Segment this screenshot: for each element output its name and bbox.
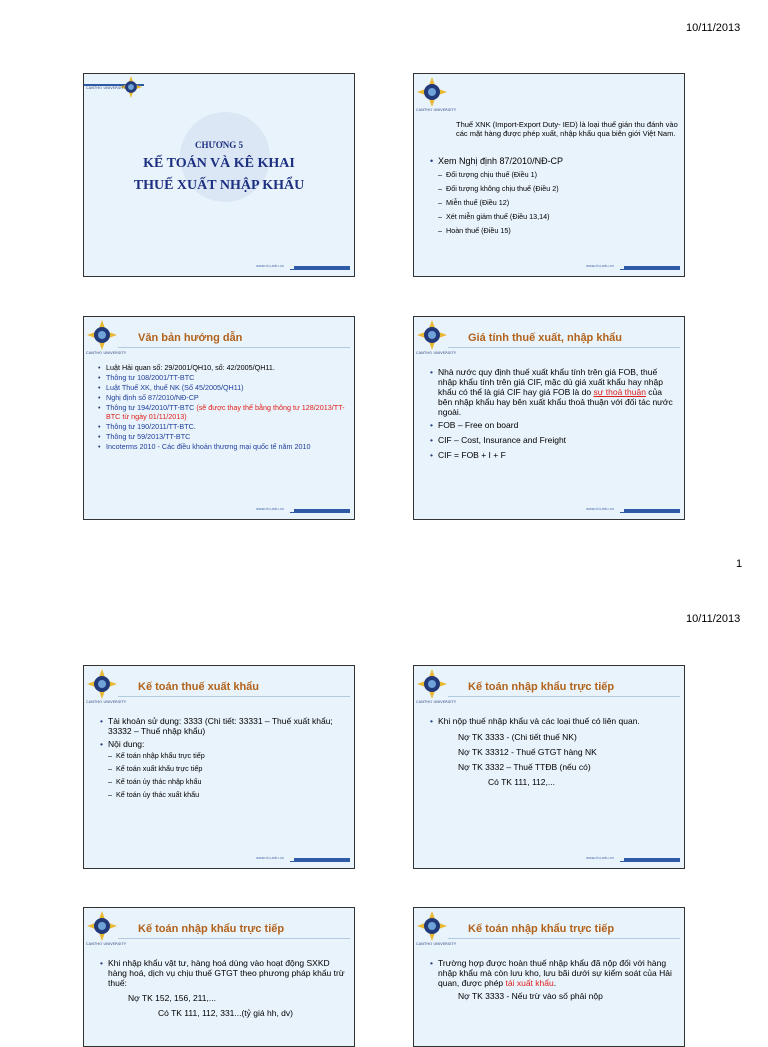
university-logo-icon [417, 669, 447, 699]
page-number: 1 [736, 558, 743, 570]
university-logo-icon [87, 320, 117, 350]
list-item: • Tài khoản sử dụng: 3333 (Chi tiết: 33331 – Thuế xuất khẩu; 33332 – Thuế nhập khẩu) [98, 716, 348, 736]
slide-heading: Kế toán nhập khẩu trực tiếp [138, 923, 285, 935]
list-item: • Thông tư 59/2013/TT-BTC [96, 432, 348, 441]
list-item: – Đối tượng chịu thuế (Điều 1) [428, 168, 678, 181]
logo-caption: CANTHO UNIVERSITY [86, 700, 127, 704]
slide-heading: Kế toán nhập khẩu trực tiếp [468, 681, 615, 693]
list-item: – Đối tượng không chịu thuế (Điều 2) [428, 182, 678, 195]
list-item: – Kế toán ủy thác nhập khẩu [98, 776, 348, 788]
logo-caption: CANTHO UNIVERSITY [416, 351, 457, 355]
slide-6 [413, 665, 685, 869]
slide-3 [83, 316, 355, 520]
slide-8 [413, 907, 685, 1047]
list-item: Có TK 111, 112, 331...(tỷ giá hh, dv) [158, 1008, 293, 1018]
slide-4 [413, 316, 685, 520]
list-item: • Thông tư 194/2010/TT-BTC (sẽ được thay thế bằng thông tư 128/2013/TT-BTC từ ngày 01/11/2013) [96, 403, 348, 421]
chapter-label: CHƯƠNG 5 [195, 140, 243, 150]
list-item: – Xét miễn giảm thuế (Điều 13,14) [428, 210, 678, 223]
university-logo-icon [417, 320, 447, 350]
list-item: Nợ TK 152, 156, 211,... [128, 993, 216, 1003]
list-item: • Nghị định số 87/2010/NĐ-CP [96, 393, 348, 402]
list-item: • Thông tư 108/2001/TT-BTC [96, 373, 348, 382]
list-item: – Hoàn thuế (Điều 15) [428, 224, 678, 237]
university-logo-icon [417, 77, 447, 107]
logo-caption: CANTHO UNIVERSITY [416, 108, 457, 112]
university-logo-icon [87, 911, 117, 941]
list-item: Nợ TK 3333 - (Chi tiết thuế NK) [458, 732, 577, 742]
list-item: • Trường hợp được hoàn thuế nhập khẩu đã nộp đối với hàng nhập khẩu mà còn lưu kho, lưu bãi dưới sự kiểm soát của Hải quan, được phép tái xuất khẩu. [428, 958, 678, 988]
slide-2-bullet: • Xem Nghị định 87/2010/NĐ-CP [428, 156, 678, 167]
slide-2 [413, 73, 685, 277]
slide-1 [83, 73, 355, 277]
list-item: • Nhà nước quy định thuế xuất khẩu tính trên giá FOB, thuế nhập khẩu tính trên giá CIF, mặc dù giá xuất khẩu hay nhập khẩu có thể là giá CIF hay giá FOB là do sự thoả thuận của bên nhập khẩu hay bên xuất khẩu thoả thuận với đối tác nước ngoài. [428, 367, 678, 417]
list-item: • Khi nhập khẩu vật tư, hàng hoá dùng vào hoạt động SXKD hàng hoá, dịch vụ chịu thuế GTGT theo phương pháp khấu trừ thuế: [98, 958, 348, 988]
logo-caption: CANTHO UNIVERSITY [86, 942, 127, 946]
list-item: • Khi nộp thuế nhập khẩu và các loại thuế có liên quan. [428, 716, 678, 726]
slide-title-line1: KẾ TOÁN VÀ KÊ KHAI [143, 156, 295, 171]
slide-footer: www.ctu.edu.vn [256, 264, 351, 272]
logo-caption: CANTHO UNIVERSITY [416, 942, 457, 946]
page1-date: 10/11/2013 [686, 22, 741, 34]
list-item: – Miễn thuế (Điều 12) [428, 196, 678, 209]
list-item: – Kế toán xuất khẩu trực tiếp [98, 763, 348, 775]
university-logo-icon [87, 669, 117, 699]
logo-caption: CANTHO UNIVERSITY [86, 86, 127, 90]
list-item: – Kế toán ủy thác xuất khẩu [98, 789, 348, 801]
slide-5 [83, 665, 355, 869]
list-item: • Incoterms 2010 - Các điều khoản thương mại quốc tế năm 2010 [96, 442, 348, 451]
list-item: Nợ TK 33312 - Thuế GTGT hàng NK [458, 747, 597, 757]
slide-footer: www.ctu.edu.vn [586, 264, 681, 272]
list-item: • FOB – Free on board [428, 420, 678, 430]
slide-heading: Kế toán nhập khẩu trực tiếp [468, 923, 615, 935]
list-item: Nợ TK 3332 – Thuế TTĐB (nếu có) [458, 762, 591, 772]
logo-caption: CANTHO UNIVERSITY [86, 351, 127, 355]
slide-2-intro: Thuế XNK (Import-Export Duty- IED) là loại thuế gián thu đánh vào các mặt hàng được phép xuất, nhập khẩu qua biên giới Việt Nam. [456, 120, 678, 138]
slide-footer: www.ctu.edu.vn [256, 507, 351, 515]
list-item: • CIF – Cost, Insurance and Freight [428, 435, 678, 445]
slide-7 [83, 907, 355, 1047]
slide-footer: www.ctu.edu.vn [586, 856, 681, 864]
page2-date: 10/11/2013 [686, 613, 741, 625]
slide-title-line2: THUẾ XUẤT NHẬP KHẨU [133, 178, 305, 193]
slide-heading: Kế toán thuế xuất khẩu [138, 681, 260, 693]
slide-footer: www.ctu.edu.vn [586, 507, 681, 515]
list-item: • Luật Thuế XK, thuế NK (Số 45/2005/QH11) [96, 383, 348, 392]
list-item: • CIF = FOB + I + F [428, 450, 678, 460]
slide-footer: www.ctu.edu.vn [256, 856, 351, 864]
list-item: Nợ TK 3333 - Nếu trừ vào số phải nộp [458, 991, 603, 1001]
university-logo-icon [417, 911, 447, 941]
list-item: • Thông tư 190/2011/TT-BTC. [96, 422, 348, 431]
logo-caption: CANTHO UNIVERSITY [416, 700, 457, 704]
slide-heading: Giá tính thuế xuất, nhập khẩu [468, 332, 623, 344]
slide-heading: Văn bản hướng dẫn [138, 332, 243, 344]
list-item: • Nội dung: [98, 739, 348, 749]
list-item: – Kế toán nhập khẩu trực tiếp [98, 750, 348, 762]
list-item: Có TK 111, 112,... [488, 777, 555, 787]
list-item: • Luật Hải quan số: 29/2001/QH10, số: 42/2005/QH11. [96, 363, 348, 372]
